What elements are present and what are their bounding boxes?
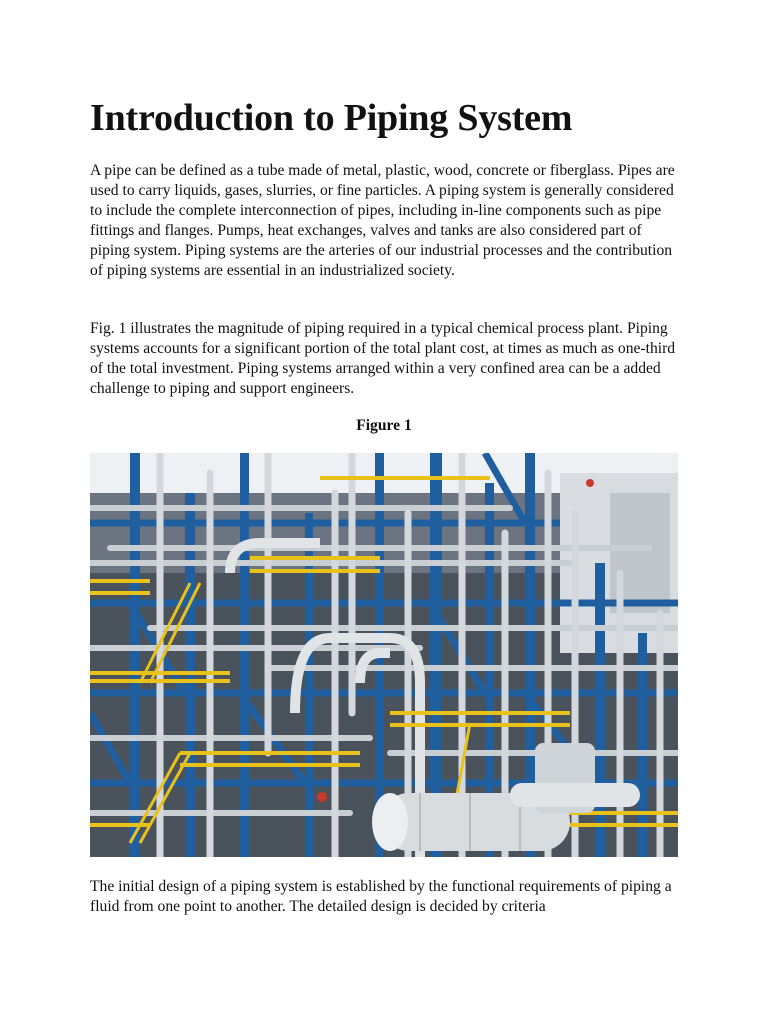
paragraph-design: The initial design of a piping system is established by the functional requirements of piping a fluid from one point to another. The detailed design is decided by criteria (90, 878, 672, 915)
figure-caption: Figure 1 (356, 417, 412, 434)
figure-1-chemical-plant-photo (90, 453, 678, 857)
plant-illustration (90, 453, 678, 857)
page-title: Introduction to Piping System (90, 97, 573, 139)
paragraph-figure-reference: Fig. 1 illustrates the magnitude of piping required in a typical chemical process plant. Piping systems accounts for a significant portion of the total plant cost, at times as much as one-third of the total investment. Piping systems arranged within a very confined area can be a added challenge to piping and support engineers. (90, 320, 676, 397)
paragraph-intro: A pipe can be defined as a tube made of metal, plastic, wood, concrete or fiberglass. Pipes are used to carry liquids, gases, slurries, or fine particles. A piping system is generally considered to include the complete interconnection of pipes, including in-line components such as pipe fittings and flanges. Pumps, heat exchanges, valves and tanks are also considered part of piping system. Piping systems are the arteries of our industrial processes and the contribution of piping systems are essential in an industrialized society. (90, 162, 675, 279)
